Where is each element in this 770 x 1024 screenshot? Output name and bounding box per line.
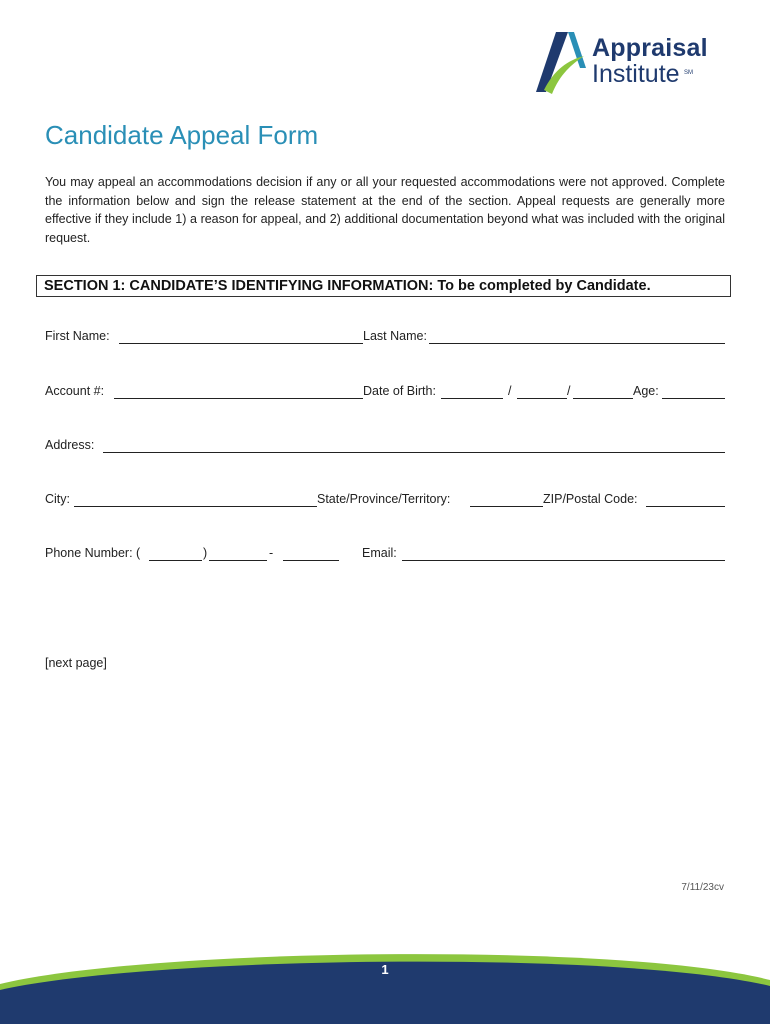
logo-text-line2: Institute	[592, 60, 680, 88]
city-state-zip-row	[45, 492, 725, 512]
phone-line-field[interactable]	[283, 560, 339, 561]
dob-separator-1: /	[508, 384, 512, 398]
logo-text-line1: Appraisal	[592, 34, 708, 62]
address-field[interactable]	[103, 452, 725, 453]
zip-field[interactable]	[646, 506, 725, 507]
intro-paragraph: You may appeal an accommodations decision if any or all your requested accommodations were not approved. Complete the information below and sign the release statement at the end of the section. Appeal requests are generally more effective if they include 1) a reason for appeal, and 2) additional documentation beyond what was included with the original request.	[45, 175, 725, 245]
phone-area-code-field[interactable]	[149, 560, 202, 561]
first-name-label: First Name:	[45, 329, 110, 343]
age-field[interactable]	[662, 398, 725, 399]
email-label: Email:	[362, 546, 397, 560]
dob-label: Date of Birth:	[363, 384, 436, 398]
state-label: State/Province/Territory:	[317, 492, 451, 506]
dob-separator-2: /	[567, 384, 571, 398]
city-field[interactable]	[74, 506, 317, 507]
section-1-heading: SECTION 1: CANDIDATE’S IDENTIFYING INFORMATION: To be completed by Candidate.	[44, 278, 651, 294]
phone-label: Phone Number: (	[45, 546, 141, 560]
address-label: Address:	[45, 438, 95, 452]
first-name-field[interactable]	[119, 343, 363, 344]
phone-email-row	[45, 546, 725, 566]
last-name-field[interactable]	[429, 343, 725, 344]
version-date: 7/11/23cv	[681, 882, 724, 893]
age-label: Age:	[633, 384, 659, 398]
logo-mark-icon	[534, 30, 590, 98]
page-title: Candidate Appeal Form	[45, 120, 319, 150]
footer-band	[0, 940, 770, 1024]
address-row	[45, 438, 725, 458]
page-number: 1	[381, 962, 389, 977]
appraisal-institute-logo	[534, 30, 734, 98]
email-field[interactable]	[402, 560, 725, 561]
section-1-header	[36, 275, 731, 297]
last-name-label: Last Name:	[363, 329, 427, 343]
phone-paren-close: )	[203, 546, 208, 560]
dob-month-field[interactable]	[441, 398, 503, 399]
state-field[interactable]	[470, 506, 543, 507]
city-label: City:	[45, 492, 70, 506]
phone-prefix-field[interactable]	[209, 560, 267, 561]
phone-dash: -	[269, 546, 274, 560]
name-row	[45, 329, 725, 349]
account-dob-row	[45, 384, 725, 404]
logo-trademark: SM	[684, 70, 693, 76]
zip-label: ZIP/Postal Code:	[543, 492, 638, 506]
dob-year-field[interactable]	[573, 398, 633, 399]
account-label: Account #:	[45, 384, 105, 398]
dob-day-field[interactable]	[517, 398, 567, 399]
next-page-note: [next page]	[45, 656, 107, 670]
account-field[interactable]	[114, 398, 363, 399]
